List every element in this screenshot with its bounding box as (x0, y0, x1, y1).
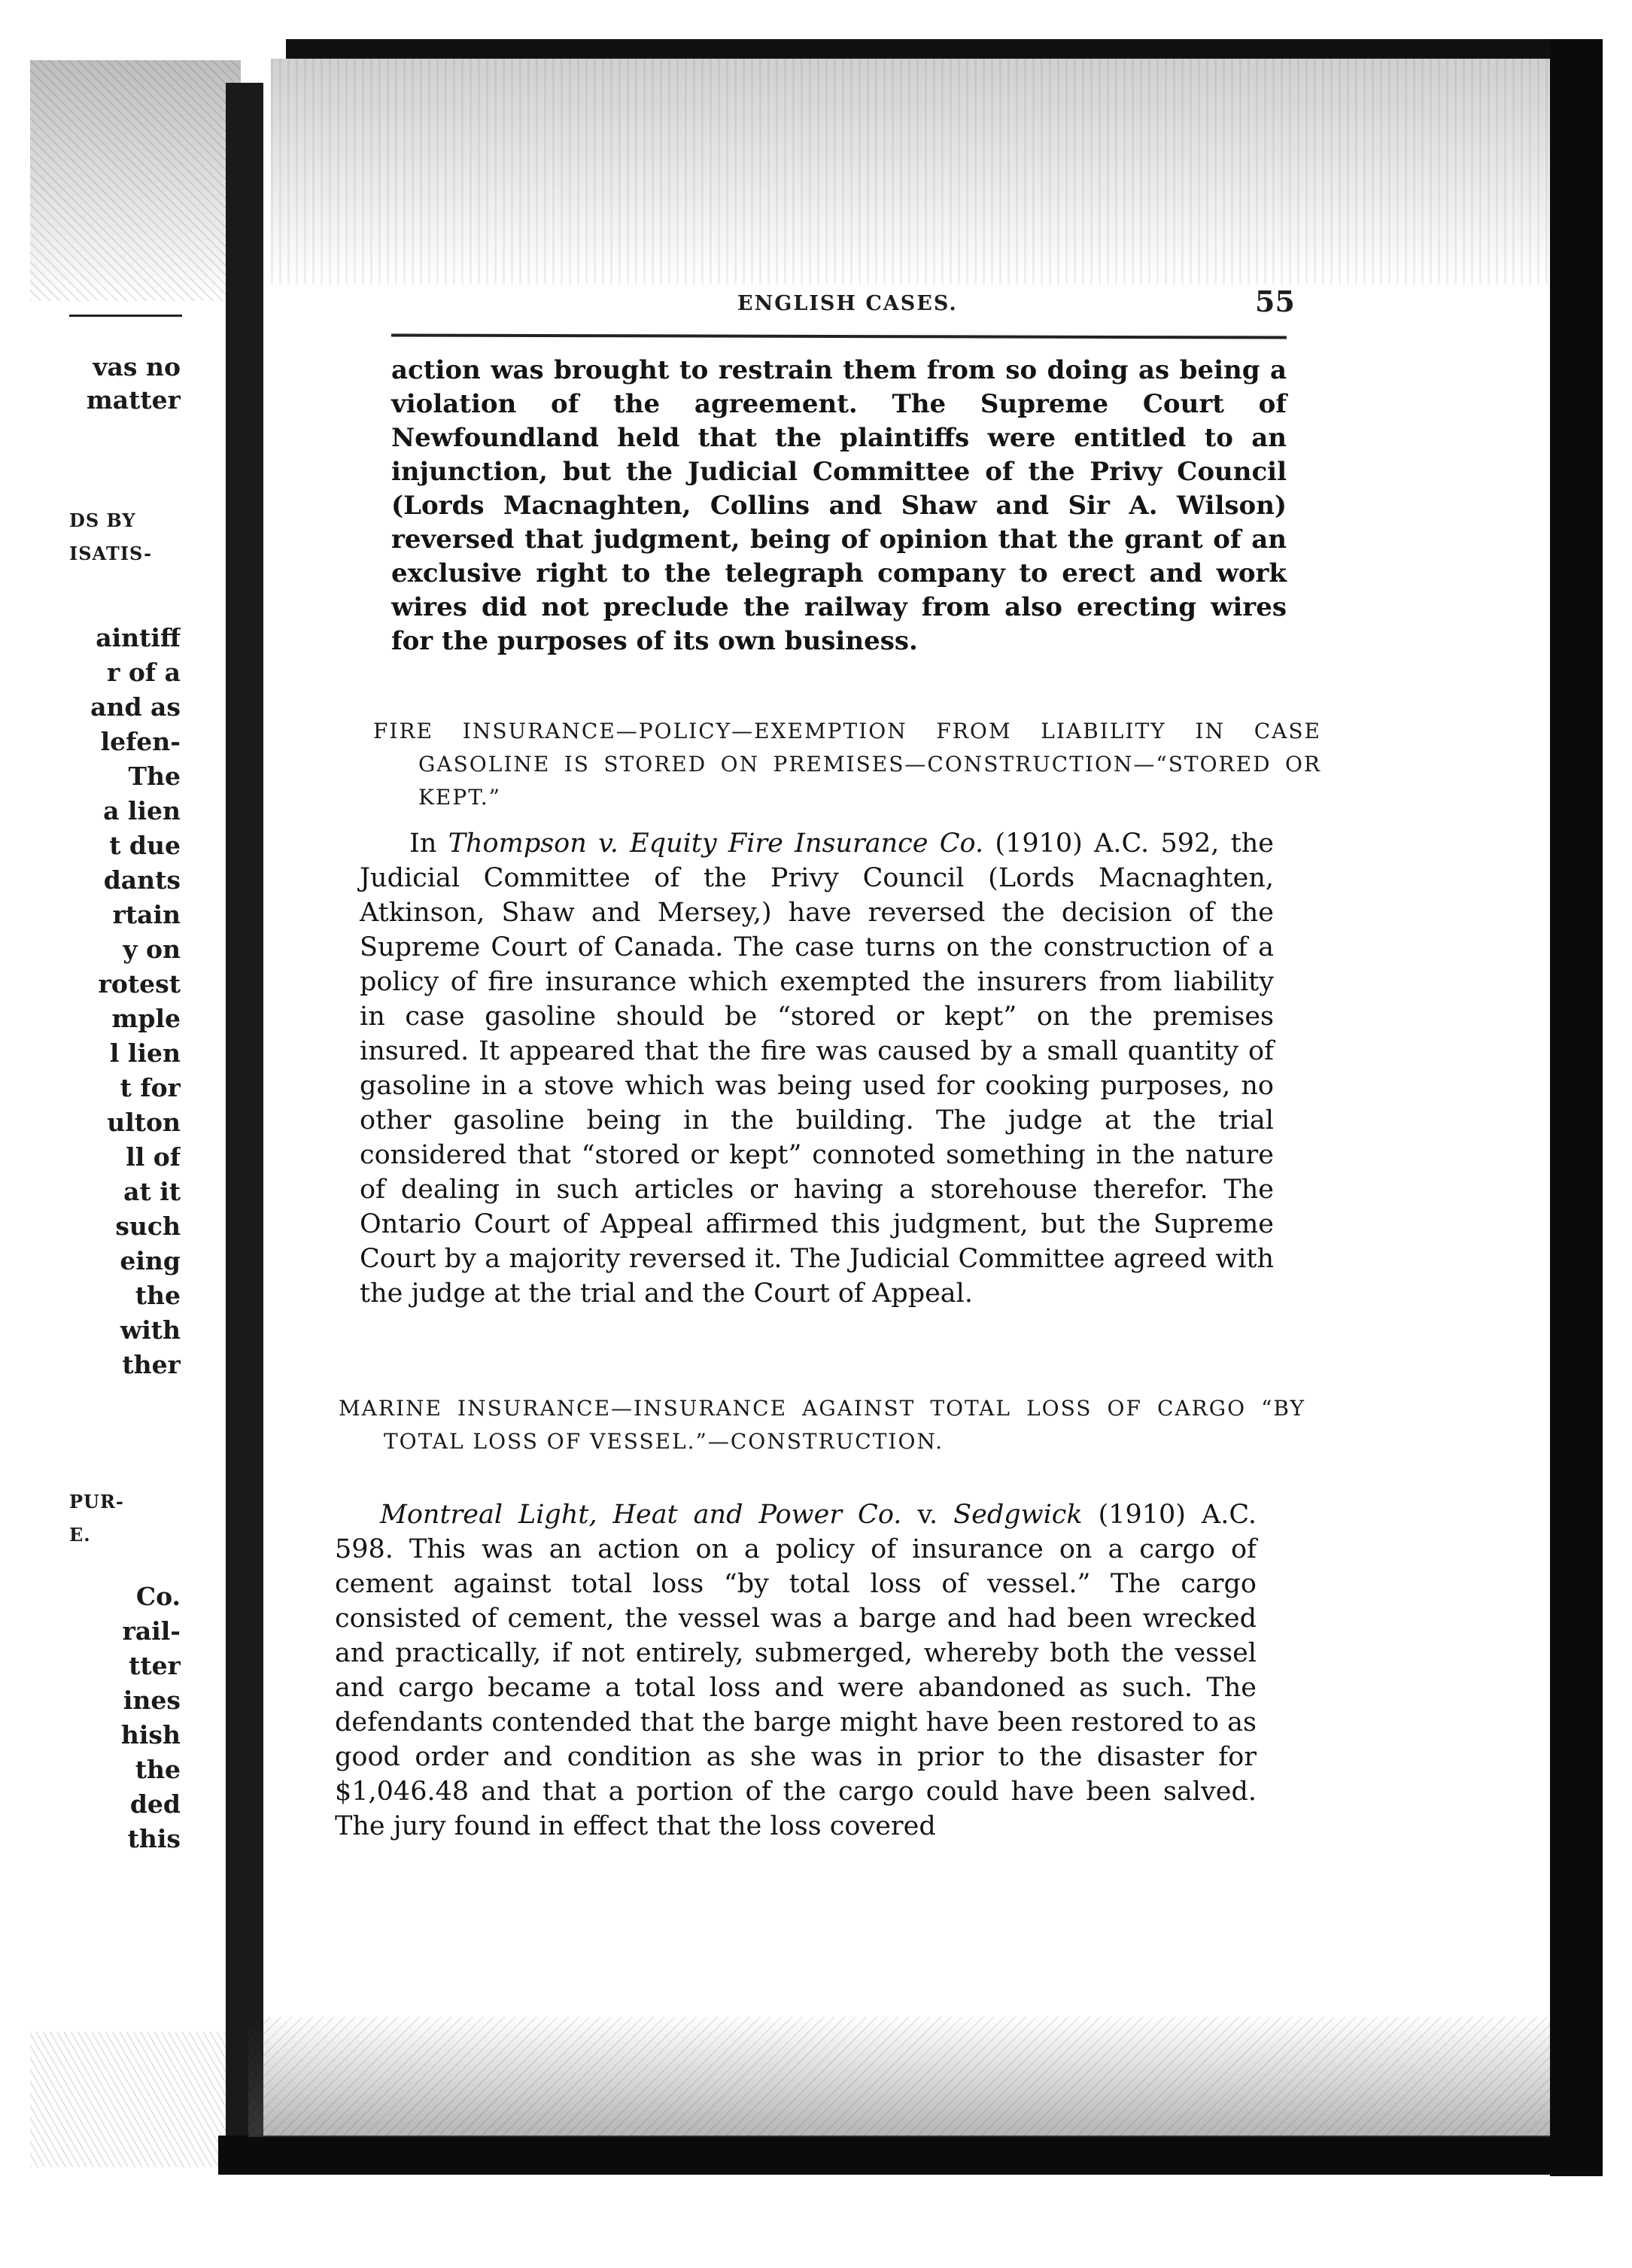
fire-in-word: In (409, 828, 437, 859)
previous-page-fragment: The (128, 762, 181, 791)
header-rule (391, 333, 1287, 339)
marine-case-name-2: Sedgwick (953, 1500, 1083, 1530)
previous-page-fragment: eing (120, 1246, 181, 1275)
previous-page-fragment: matter (86, 385, 181, 415)
previous-page-fragment: E. (69, 1524, 91, 1546)
previous-page-fragment: ulton (107, 1108, 181, 1137)
section-heading-marine-insurance: MARINE INSURANCE—INSURANCE AGAINST TOTAL LOSS OF CARGO “BY TOTAL LOSS OF VESSEL.”—CONSTRUCTION. (339, 1396, 1305, 1454)
page-number: 55 (1255, 284, 1295, 318)
previous-page-fragment: lefen- (100, 727, 181, 756)
section-heading-fire-insurance: FIRE INSURANCE—POLICY—EXEMPTION FROM LIABILITY IN CASE GASOLINE IS STORED ON PREMISES—CONSTRUCTION—“STORED OR KEPT.” (373, 719, 1321, 810)
previous-page-fragment: vas no (93, 352, 181, 382)
scan-noise-bottom (248, 2017, 1550, 2137)
previous-page-fragment: ines (123, 1686, 181, 1715)
previous-page-fragment: with (120, 1315, 181, 1345)
previous-page-fragment: ISATIS- (69, 543, 153, 564)
previous-page-fragment: rail- (122, 1616, 181, 1646)
previous-page-fragment: r of a (107, 658, 181, 687)
previous-page-fragment: aintiff (96, 623, 181, 652)
book-gutter-shadow (226, 83, 263, 2145)
previous-page-fragment: hish (120, 1720, 181, 1750)
fire-case-name: Thompson v. Equity Fire Insurance Co. (448, 828, 984, 859)
previous-page-fragment: Co. (135, 1582, 181, 1611)
previous-page-fragment: ther (122, 1350, 181, 1379)
scan-border-top (286, 39, 1603, 59)
fire-paragraph-text: (1910) A.C. 592, the Judicial Committee of the Privy Council (Lords Macnaghten, Atkinson, Shaw and Mersey,) have reversed the decision of the Supreme Court of Canada. The case turns on the construction of a policy of fire insurance which exempted the insurers from liability in case gasoline should be “stored or kept” on the premises insured. It appeared that the fire was caused by a small quantity of gasoline in a stove which was being used for cooking purposes, no other gasoline being in the building. The judge at the trial considered that “stored or kept” connoted something in the nature of dealing in such articles or having a storehouse therefor. The Ontario Court of Appeal affirmed this judgment, but the Supreme Court by a majority reversed it. The Judicial Committee agreed with the judge at the trial and the Court of Appeal. (360, 828, 1274, 1309)
previous-page-fragment: PUR- (69, 1491, 124, 1513)
previous-page-fragment: such (115, 1212, 181, 1241)
previous-page-fragment: t due (109, 831, 181, 860)
previous-page-fragment: tter (129, 1651, 181, 1680)
previous-page-fragment: y on (123, 935, 181, 964)
previous-page-fragment: rotest (98, 969, 181, 999)
scan-noise-left (30, 60, 241, 301)
previous-page-fragment: rtain (112, 900, 181, 929)
marine-insurance-paragraph (335, 1497, 1257, 1844)
previous-page-fragment: the (135, 1755, 181, 1784)
previous-page-fragment: t for (120, 1073, 181, 1102)
running-head: ENGLISH CASES. (737, 292, 958, 315)
previous-page-fragment: DS BY (69, 509, 136, 531)
previous-page-fragment: and as (90, 692, 181, 722)
previous-page-fragment: dants (103, 865, 181, 895)
marine-paragraph-text: (1910) A.C. 598. This was an action on a policy of insurance on a cargo of cement against total loss “by total loss of vessel.” The cargo consisted of cement, the vessel was a barge and had been wrecked and practically, if not entirely, submerged, whereby both the vessel and cargo became a total loss and were abandoned as such. The defendants contended that the barge might have been restored to as good order and condition as she was in prior to the disaster for $1,046.48 and that a portion of the cargo could have been salved. The jury found in effect that the loss covered (335, 1500, 1257, 1841)
scan-border-bottom (218, 2136, 1603, 2175)
previous-page-fragment: the (135, 1281, 181, 1310)
previous-page-rule (69, 315, 182, 317)
scan-noise-top (271, 59, 1550, 284)
scan-border-right (1550, 39, 1603, 2176)
scan-noise-left-bottom (30, 2032, 256, 2167)
intro-paragraph: action was brought to restrain them from so doing as being a violation of the agreement. The Supreme Court of Newfoundland held that the plaintiffs were entitled to an injunction, but the Judicial Committee of the Privy Council (Lords Macnaghten, Collins and Shaw and Sir A. Wilson) reversed that judgment, being of opinion that the grant of an exclusive right to the telegraph company to erect and work wires did not preclude the railway from also erecting wires for the purposes of its own business. (391, 355, 1287, 656)
previous-page-fragment: ded (129, 1789, 181, 1819)
fire-insurance-paragraph (360, 826, 1274, 1311)
previous-page-fragment: ll of (126, 1142, 181, 1172)
previous-page-fragment: at it (123, 1177, 181, 1206)
previous-page-fragment: this (127, 1824, 181, 1853)
previous-page-fragment: mple (111, 1004, 181, 1033)
marine-case-name: Montreal Light, Heat and Power Co. (380, 1500, 902, 1530)
previous-page-fragment: l lien (109, 1038, 181, 1068)
previous-page-fragment: a lien (103, 796, 181, 825)
marine-case-v: v. (917, 1500, 938, 1530)
